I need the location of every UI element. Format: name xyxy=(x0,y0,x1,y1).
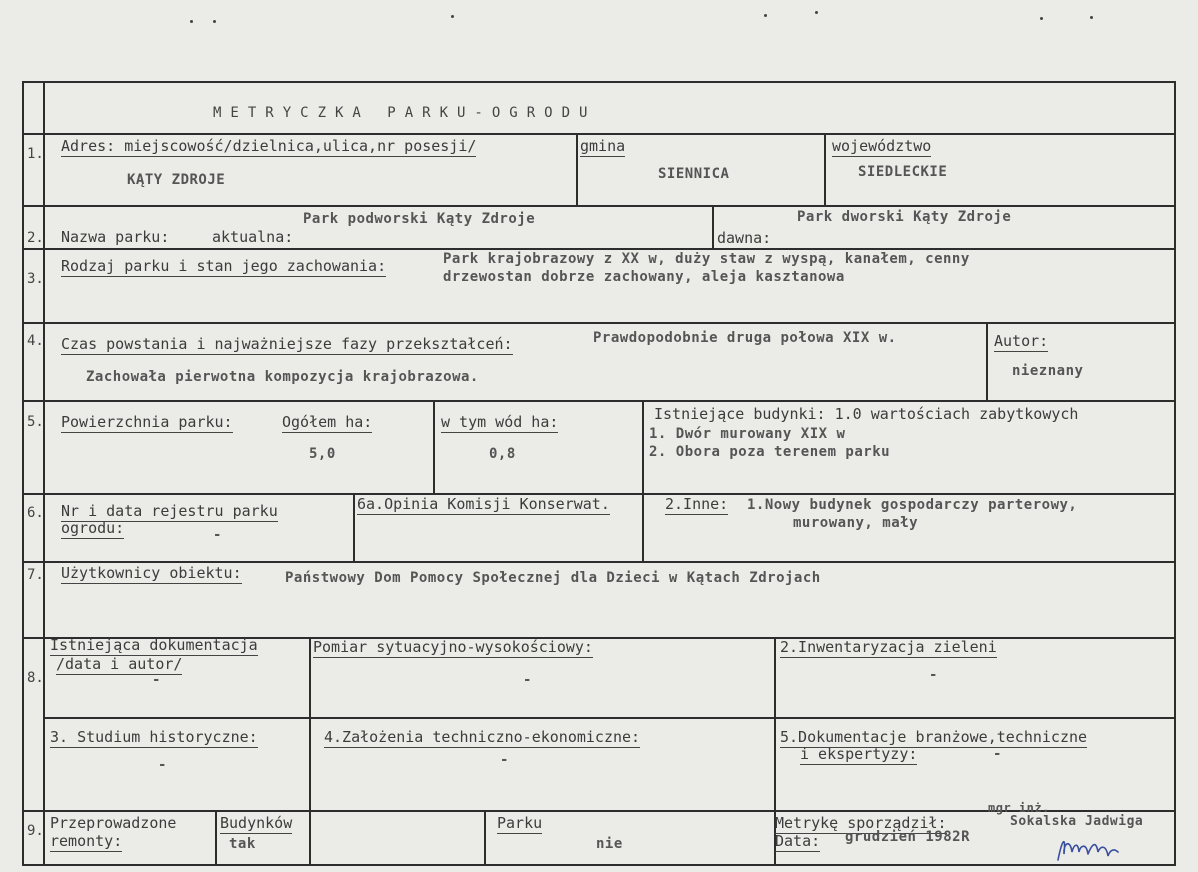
current-name-value: Park podworski Kąty Zdroje xyxy=(303,211,536,227)
other-value-line2: murowany, mały xyxy=(793,515,919,531)
row-number: 2. xyxy=(27,230,44,246)
survey-value: - xyxy=(523,672,532,688)
tech-econ-label: 4.Założenia techniczno-ekonomiczne: xyxy=(324,728,641,746)
park-type-value-line2: drzewostan dobrze zachowany, aleja kasztanowa xyxy=(443,269,845,285)
park-type-label: Rodzaj parku i stan jego zachowania: xyxy=(61,257,387,275)
park-repairs-label: Parku xyxy=(497,814,543,832)
ink-dot xyxy=(815,11,818,14)
former-name-label: dawna: xyxy=(717,229,772,247)
row-number: 1. xyxy=(27,146,44,162)
register-value: - xyxy=(213,527,222,543)
origin-value-line2: Zachowała pierwotna kompozycja krajobrazowa. xyxy=(86,369,479,385)
former-name-value: Park dworski Kąty Zdroje xyxy=(797,209,1012,225)
frame-line xyxy=(22,322,1176,324)
buildings-repairs-label: Budynków xyxy=(220,814,293,832)
origin-label: Czas powstania i najważniejsze fazy przekształceń: xyxy=(61,335,513,353)
signature xyxy=(1052,830,1122,866)
row-number: 9. xyxy=(27,823,44,839)
frame-line xyxy=(22,205,1176,207)
docs-value: - xyxy=(152,672,161,688)
frame-line xyxy=(642,400,644,495)
buildings-line1: 1. Dwór murowany XIX w xyxy=(649,426,846,442)
frame-line xyxy=(484,810,486,866)
gmina-label: gmina xyxy=(580,137,626,155)
frame-line xyxy=(22,400,1176,402)
frame-line xyxy=(43,717,1176,719)
ink-dot xyxy=(451,15,454,18)
water-area-label: w tym wód ha: xyxy=(441,413,559,431)
buildings-repairs-value: tak xyxy=(229,836,256,852)
ink-dot xyxy=(213,20,216,23)
frame-line xyxy=(576,133,578,207)
greenery-inventory-value: - xyxy=(929,667,938,683)
prepared-by-label: Metrykę sporządził: xyxy=(775,814,947,832)
row-number: 3. xyxy=(27,271,44,287)
frame-line xyxy=(22,248,1176,250)
branch-docs-label-2: i ekspertyzy: xyxy=(800,745,918,763)
prepared-by-title: mgr inż. xyxy=(988,801,1050,815)
frame-line xyxy=(22,133,1176,135)
frame-line xyxy=(824,133,826,207)
water-area-value: 0,8 xyxy=(489,446,516,462)
row-number: 8. xyxy=(27,670,44,686)
ink-dot xyxy=(1090,16,1093,19)
frame-line xyxy=(22,864,1176,866)
row-number: 7. xyxy=(27,567,44,583)
row-number: 4. xyxy=(27,333,44,349)
prepared-by-name: Sokalska Jadwiga xyxy=(1010,814,1144,829)
date-value: grudzień 1982R xyxy=(845,829,971,845)
historical-study-label: 3. Studium historyczne: xyxy=(50,728,258,746)
ink-dot xyxy=(764,14,767,17)
commission-opinion-label: 6a.Opinia Komisji Konserwat. xyxy=(357,495,610,513)
origin-value-line1: Prawdopodobnie druga połowa XIX w. xyxy=(593,330,897,346)
area-label: Powierzchnia parku: xyxy=(61,413,233,431)
branch-docs-value: - xyxy=(993,746,1002,762)
docs-label-2: /data i autor/ xyxy=(56,655,183,673)
frame-line xyxy=(433,400,435,495)
users-label: Użytkownicy obiektu: xyxy=(61,564,242,582)
survey-label: Pomiar sytuacyjno-wysokościowy: xyxy=(313,638,593,656)
other-value-line1: 1.Nowy budynek gospodarczy parterowy, xyxy=(747,497,1078,513)
author-label: Autor: xyxy=(994,332,1049,350)
frame-line xyxy=(22,81,24,866)
buildings-line2: 2. Obora poza terenem parku xyxy=(649,444,891,460)
register-label-2: ogrodu: xyxy=(61,519,125,537)
total-area-label: Ogółem ha: xyxy=(282,413,373,431)
ink-dot xyxy=(190,20,193,23)
address-label: Adres: miejscowość/dzielnica,ulica,nr posesji/ xyxy=(61,137,477,155)
gmina-value: SIENNICA xyxy=(658,166,730,182)
users-value: Państwowy Dom Pomocy Społecznej dla Dzieci w Kątach Zdrojach xyxy=(285,570,821,586)
frame-line xyxy=(986,322,988,402)
address-value: KĄTY ZDROJE xyxy=(127,172,226,188)
park-repairs-value: nie xyxy=(596,836,623,852)
frame-line xyxy=(642,493,644,563)
docs-label-1: Istniejąca dokumentacja xyxy=(50,636,258,654)
frame-line xyxy=(215,810,217,866)
form-title: METRYCZKA PARKU-OGRODU xyxy=(213,105,597,121)
branch-docs-label-1: 5.Dokumentacje branżowe,techniczne xyxy=(780,728,1088,746)
ink-dot xyxy=(1040,17,1043,20)
total-area-value: 5,0 xyxy=(309,446,336,462)
frame-line xyxy=(1174,81,1176,866)
other-label: 2.Inne: xyxy=(665,495,729,513)
row-number: 6. xyxy=(27,505,44,521)
repairs-label-2: remonty: xyxy=(50,832,123,850)
current-name-label: aktualna: xyxy=(212,228,294,246)
repairs-label-1: Przeprowadzone xyxy=(50,814,177,832)
date-label: Data: xyxy=(775,832,821,850)
buildings-label: Istniejące budynki: 1.0 wartościach zabytkowych xyxy=(654,405,1079,423)
frame-line xyxy=(43,81,45,866)
historical-study-value: - xyxy=(158,757,167,773)
frame-line xyxy=(712,205,714,250)
row-number: 5. xyxy=(27,414,44,430)
voivodeship-label: województwo xyxy=(832,137,932,155)
frame-line xyxy=(22,81,1176,83)
register-label-1: Nr i data rejestru parku xyxy=(61,502,278,520)
frame-line xyxy=(309,637,311,866)
frame-line xyxy=(22,561,1176,563)
voivodeship-value: SIEDLECKIE xyxy=(858,164,948,180)
author-value: nieznany xyxy=(1012,363,1084,379)
greenery-inventory-label: 2.Inwentaryzacja zieleni xyxy=(780,638,997,656)
frame-line xyxy=(353,493,355,563)
park-type-value-line1: Park krajobrazowy z XX w, duży staw z wyspą, kanałem, cenny xyxy=(443,251,970,267)
tech-econ-value: - xyxy=(500,752,509,768)
park-name-label: Nazwa parku: xyxy=(61,228,170,246)
